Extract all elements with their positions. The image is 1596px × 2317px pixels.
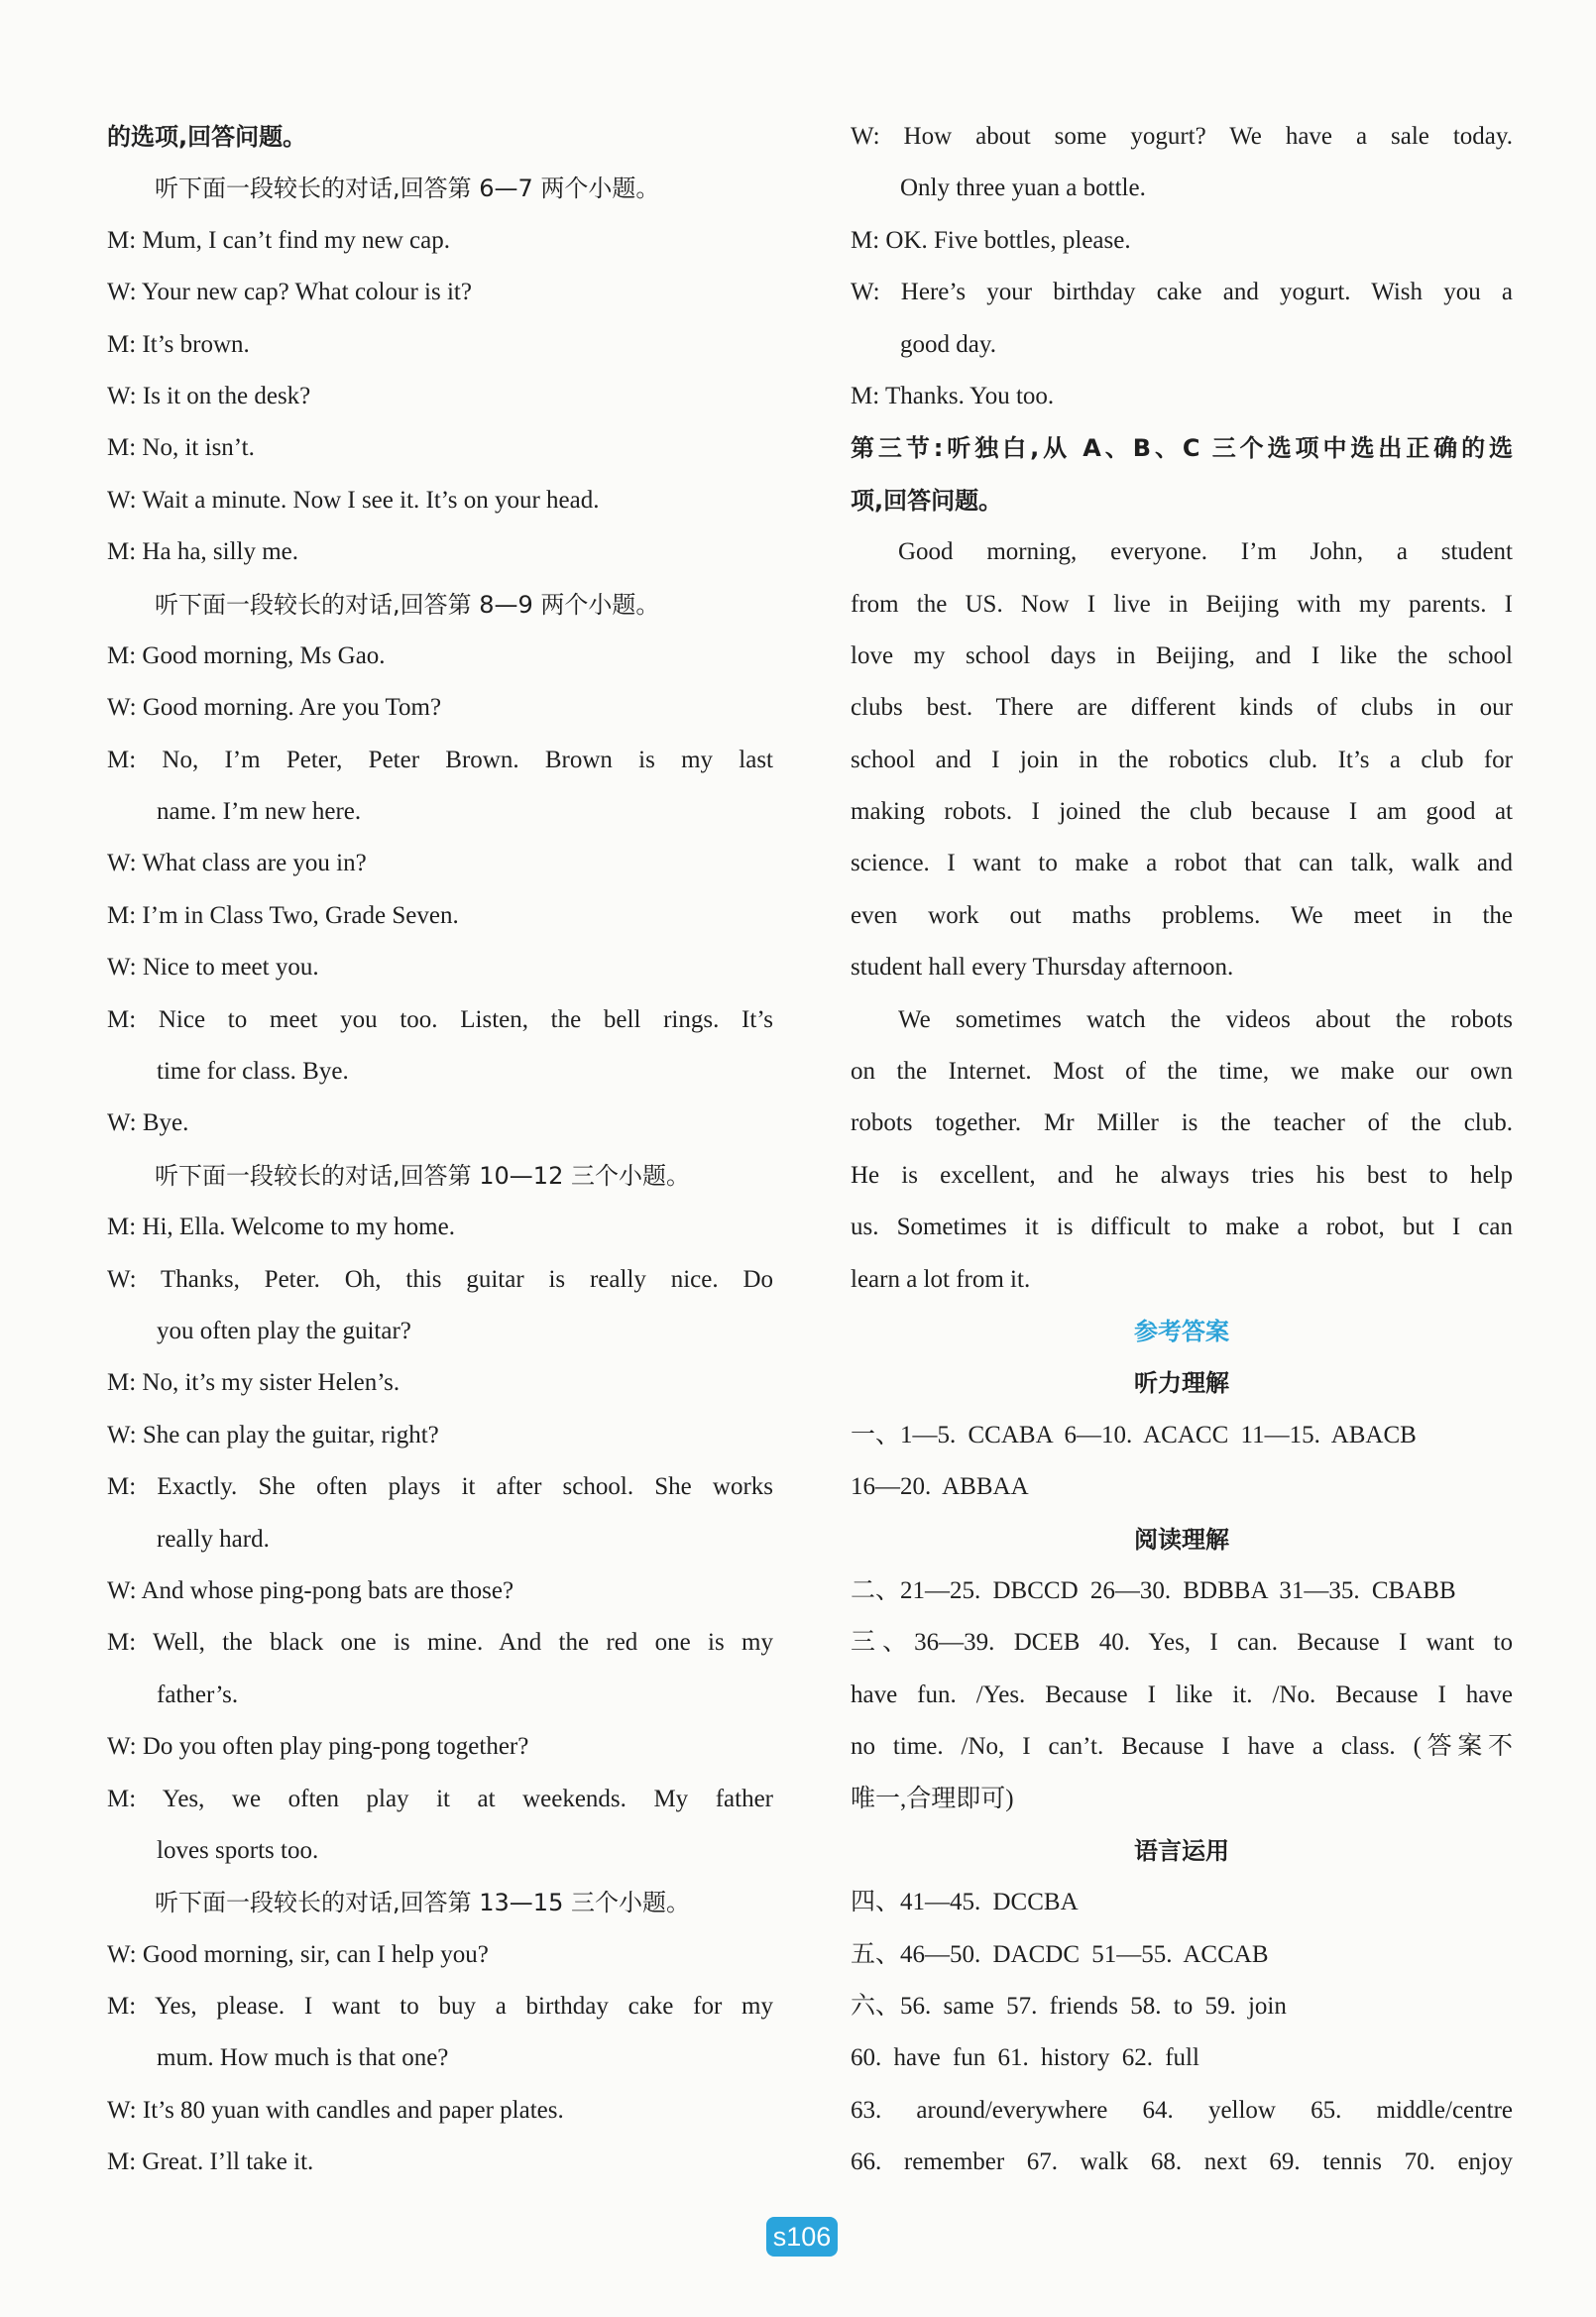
section-heading: 第三节:听独白,从 A、B、C 三个选项中选出正确的选 xyxy=(851,434,1513,463)
text-line: M: Ha ha, silly me. xyxy=(107,538,299,566)
text-line: school and I join in the robotics club. It’s a club for xyxy=(851,746,1513,773)
text-line: learn a lot from it. xyxy=(851,1265,1031,1293)
answer-line: 二、21—25. DBCCD 26—30. BDBBA 31—35. CBABB xyxy=(851,1576,1456,1604)
text-line: M: I’m in Class Two, Grade Seven. xyxy=(107,901,459,929)
text-line: W: Here’s your birthday cake and yogurt. Wish you a xyxy=(851,279,1513,306)
section-heading: 项,回答问题。 xyxy=(851,486,1003,515)
text-line: M: It’s brown. xyxy=(107,330,250,358)
answer-line: 一、1—5. CCABA 6—10. ACACC 11—15. ABACB xyxy=(851,1421,1417,1448)
text-line: W: Do you often play ping-pong together? xyxy=(107,1733,529,1761)
text-line-continued: father’s. xyxy=(157,1680,239,1708)
text-line: robots together. Mr Miller is the teacher of the club. xyxy=(851,1109,1513,1137)
answer-line: 四、41—45. DCCBA xyxy=(851,1889,1079,1916)
text-line: M: Mum, I can’t find my new cap. xyxy=(107,226,450,254)
text-line: M: Exactly. She often plays it after school. She works xyxy=(107,1473,773,1501)
text-line-continued: you often play the guitar? xyxy=(157,1317,411,1344)
text-line: W: And whose ping-pong bats are those? xyxy=(107,1576,514,1604)
text-line: M: Good morning, Ms Gao. xyxy=(107,641,386,669)
text-line: W: Your new cap? What colour is it? xyxy=(107,279,472,306)
text-line: M: Yes, we often play it at weekends. My father xyxy=(107,1785,773,1812)
text-line: M: No, it’s my sister Helen’s. xyxy=(107,1369,400,1397)
answer-line: have fun. /Yes. Because I like it. /No. Because I have xyxy=(851,1680,1513,1708)
text-line: W: Bye. xyxy=(107,1109,189,1137)
text-line: He is excellent, and he always tries his best to help xyxy=(851,1161,1513,1189)
answer-line: 三、36—39. DCEB 40. Yes, I can. Because I want to xyxy=(851,1629,1513,1657)
text-line: M: Thanks. You too. xyxy=(851,382,1055,409)
text-line: W: Thanks, Peter. Oh, this guitar is really nice. Do xyxy=(107,1265,773,1293)
text-line: student hall every Thursday afternoon. xyxy=(851,954,1234,982)
instruction-line: 听下面一段较长的对话,回答第 13—15 三个小题。 xyxy=(155,1889,690,1917)
text-line: W: Is it on the desk? xyxy=(107,382,311,409)
answer-section-title: 阅读理解 xyxy=(1134,1525,1229,1554)
answer-line: 63. around/everywhere 64. yellow 65. middle/centre xyxy=(851,2096,1513,2124)
answer-section-title: 听力理解 xyxy=(1134,1369,1229,1398)
instruction-line: 听下面一段较长的对话,回答第 6—7 两个小题。 xyxy=(155,174,660,203)
text-line: M: OK. Five bottles, please. xyxy=(851,226,1131,254)
left-column xyxy=(107,111,773,2189)
text-line: W: Nice to meet you. xyxy=(107,954,319,982)
text-line: us. Sometimes it is difficult to make a robot, but I can xyxy=(851,1214,1513,1241)
text-line: from the US. Now I live in Beijing with my parents. I xyxy=(851,590,1513,618)
text-line: love my school days in Beijing, and I like the school xyxy=(851,641,1513,669)
text-line-continued: name. I’m new here. xyxy=(157,798,362,826)
answer-section-title: 语言运用 xyxy=(1134,1836,1229,1865)
text-line-continued: mum. How much is that one? xyxy=(157,2044,449,2072)
text-line: W: Good morning. Are you Tom? xyxy=(107,694,442,722)
text-line: W: It’s 80 yuan with candles and paper plates. xyxy=(107,2096,564,2124)
text-line: even work out maths problems. We meet in the xyxy=(851,901,1513,929)
text-line: clubs best. There are different kinds of clubs in our xyxy=(851,694,1513,722)
page-number: s106 xyxy=(766,2217,838,2257)
text-line: W: Good morning, sir, can I help you? xyxy=(107,1940,489,1968)
answer-line: 唯一,合理即可) xyxy=(851,1785,1014,1812)
text-line: M: Well, the black one is mine. And the red one is my xyxy=(107,1629,773,1657)
answer-key-title: 参考答案 xyxy=(1134,1317,1229,1345)
text-line: W: How about some yogurt? We have a sale today. xyxy=(851,123,1513,150)
text-line-continued: loves sports too. xyxy=(157,1836,319,1864)
text-line: W: She can play the guitar, right? xyxy=(107,1421,439,1448)
section-heading: 的选项,回答问题。 xyxy=(107,123,307,151)
text-line: M: Yes, please. I want to buy a birthday cake for my xyxy=(107,1993,773,2021)
instruction-line: 听下面一段较长的对话,回答第 10—12 三个小题。 xyxy=(155,1161,690,1190)
text-line-continued: really hard. xyxy=(157,1525,270,1553)
answer-line: 16—20. ABBAA xyxy=(851,1473,1029,1501)
text-line-continued: time for class. Bye. xyxy=(157,1058,349,1086)
text-line: making robots. I joined the club because I am good at xyxy=(851,798,1513,826)
text-line: science. I want to make a robot that can talk, walk and xyxy=(851,850,1513,877)
instruction-line: 听下面一段较长的对话,回答第 8—9 两个小题。 xyxy=(155,590,660,619)
answer-line: no time. /No, I can’t. Because I have a class. (答案不 xyxy=(851,1733,1513,1761)
text-line: M: No, I’m Peter, Peter Brown. Brown is my last xyxy=(107,746,773,773)
text-line: W: Wait a minute. Now I see it. It’s on your head. xyxy=(107,486,600,514)
paragraph-first-line: Good morning, everyone. I’m John, a student xyxy=(898,538,1513,566)
text-line: M: Great. I’ll take it. xyxy=(107,2148,314,2176)
answer-line: 六、56. same 57. friends 58. to 59. join xyxy=(851,1993,1287,2021)
right-column xyxy=(851,111,1513,2189)
text-line: M: Nice to meet you too. Listen, the bell rings. It’s xyxy=(107,1005,773,1033)
text-line: W: What class are you in? xyxy=(107,850,367,877)
text-line-continued: Only three yuan a bottle. xyxy=(900,174,1146,202)
text-line: on the Internet. Most of the time, we make our own xyxy=(851,1058,1513,1086)
answer-line: 60. have fun 61. history 62. full xyxy=(851,2044,1199,2072)
answer-line: 66. remember 67. walk 68. next 69. tennis 70. enjoy xyxy=(851,2148,1513,2176)
text-line-continued: good day. xyxy=(900,330,996,358)
paragraph-first-line: We sometimes watch the videos about the robots xyxy=(898,1005,1513,1033)
text-line: M: No, it isn’t. xyxy=(107,434,255,462)
text-line: M: Hi, Ella. Welcome to my home. xyxy=(107,1214,455,1241)
answer-line: 五、46—50. DACDC 51—55. ACCAB xyxy=(851,1940,1269,1968)
